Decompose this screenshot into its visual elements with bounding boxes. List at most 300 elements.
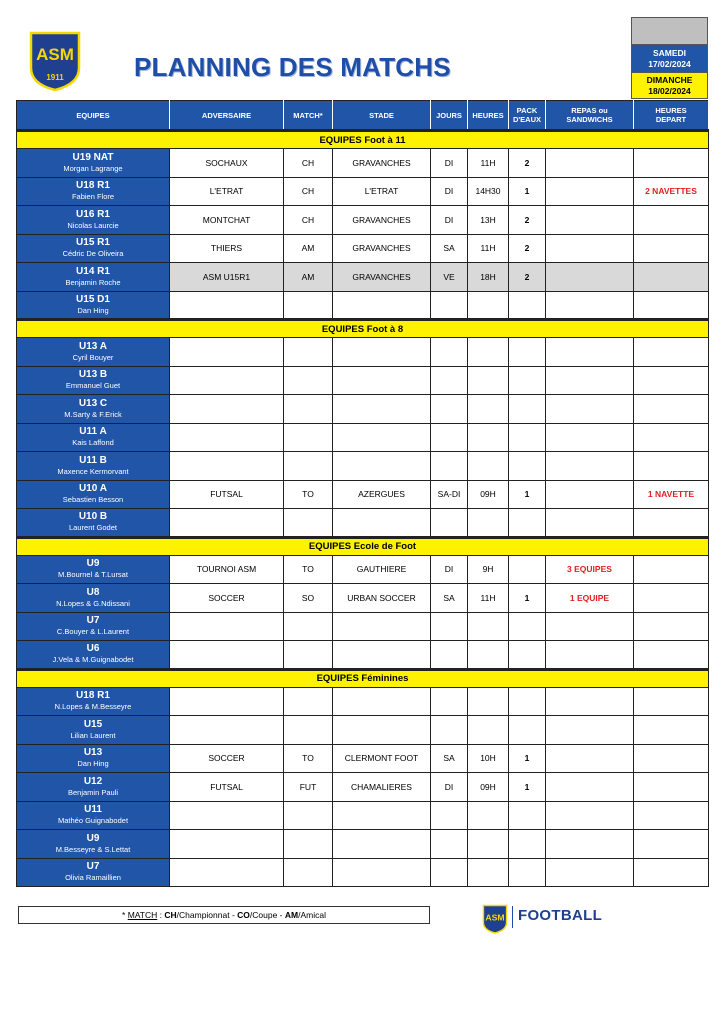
pack-cell xyxy=(509,452,546,481)
coach-name: Lilian Laurent xyxy=(70,730,116,740)
team-cell xyxy=(17,423,170,452)
table-row xyxy=(17,687,709,716)
table-row xyxy=(17,716,709,745)
team-cell xyxy=(17,744,170,773)
heures-cell xyxy=(468,716,509,745)
coach-name: Laurent Godet xyxy=(69,523,117,533)
heures-cell xyxy=(468,641,509,670)
coach-name: Fabien Flore xyxy=(71,192,115,202)
header-heures: HEURES xyxy=(468,101,509,131)
team-cell xyxy=(17,338,170,367)
pack-cell: 2 xyxy=(509,263,546,292)
depart-cell xyxy=(634,687,709,716)
heures-cell xyxy=(468,687,509,716)
adversaire-cell xyxy=(170,641,284,670)
stade-cell xyxy=(333,509,431,538)
pack-cell: 1 xyxy=(509,480,546,509)
jours-cell: SA-DI xyxy=(431,480,468,509)
repas-cell xyxy=(546,234,634,263)
depart-cell xyxy=(634,452,709,481)
adversaire-cell xyxy=(170,801,284,830)
team-name: U16 R1 xyxy=(76,208,110,220)
match-cell xyxy=(284,716,333,745)
depart-cell xyxy=(634,423,709,452)
heures-cell: 13H xyxy=(468,206,509,235)
adversaire-cell xyxy=(170,452,284,481)
coach-name: N.Lopes & G.Ndissani xyxy=(56,598,130,608)
jours-cell: SA xyxy=(431,234,468,263)
depart-cell xyxy=(634,716,709,745)
table-row xyxy=(17,263,709,292)
section-title: EQUIPES Ecole de Foot xyxy=(17,537,709,555)
stade-cell xyxy=(333,801,431,830)
pack-cell xyxy=(509,858,546,887)
team-cell xyxy=(17,773,170,802)
heures-cell xyxy=(468,801,509,830)
table-row xyxy=(17,773,709,802)
pack-cell xyxy=(509,338,546,367)
coach-name: Olivia Ramaillien xyxy=(65,873,121,883)
coach-name: J.Vela & M.Guignabodet xyxy=(52,655,134,665)
jours-cell xyxy=(431,716,468,745)
repas-cell xyxy=(546,291,634,320)
coach-name: Sebastien Besson xyxy=(62,495,124,505)
table-row xyxy=(17,858,709,887)
sunday-date xyxy=(632,72,707,98)
section-title: EQUIPES Foot à 8 xyxy=(17,320,709,338)
repas-cell xyxy=(546,423,634,452)
team-name: U18 R1 xyxy=(76,690,110,702)
heures-cell: 09H xyxy=(468,773,509,802)
jours-cell xyxy=(431,366,468,395)
schedule-body xyxy=(17,131,709,887)
depart-cell xyxy=(634,234,709,263)
pack-cell xyxy=(509,291,546,320)
depart-cell xyxy=(634,612,709,641)
coach-name: Cyril Bouyer xyxy=(72,352,114,362)
depart-cell xyxy=(634,366,709,395)
table-row xyxy=(17,555,709,584)
header-row xyxy=(17,101,709,131)
team-name: U13 xyxy=(83,747,103,759)
header-equipes: EQUIPES xyxy=(17,101,170,131)
team-name: U10 A xyxy=(79,483,107,495)
stade-cell xyxy=(333,687,431,716)
repas-cell xyxy=(546,830,634,859)
match-legend: * MATCH : CH/Championnat - CO/Coupe - AM/Amical xyxy=(18,906,430,924)
asm-crest-small-icon xyxy=(482,904,508,934)
match-cell xyxy=(284,612,333,641)
table-row xyxy=(17,584,709,613)
team-name: U9 xyxy=(86,832,100,844)
coach-name: Benjamin Pauli xyxy=(67,787,119,797)
pack-cell xyxy=(509,423,546,452)
header-depart: HEURES DEPART xyxy=(634,101,709,131)
team-cell xyxy=(17,263,170,292)
depart-cell xyxy=(634,744,709,773)
match-cell: FUT xyxy=(284,773,333,802)
stade-cell: CLERMONT FOOT xyxy=(333,744,431,773)
team-name: U13 A xyxy=(79,340,107,352)
repas-cell xyxy=(546,612,634,641)
team-name: U8 xyxy=(86,586,100,598)
date-box xyxy=(631,17,708,99)
repas-cell: 3 EQUIPES xyxy=(546,555,634,584)
sunday-label: DIMANCHE xyxy=(646,75,693,85)
stade-cell xyxy=(333,858,431,887)
adversaire-cell: SOCHAUX xyxy=(170,149,284,178)
repas-cell xyxy=(546,687,634,716)
section-title: EQUIPES Féminines xyxy=(17,669,709,687)
jours-cell xyxy=(431,830,468,859)
match-cell xyxy=(284,858,333,887)
team-cell xyxy=(17,177,170,206)
adversaire-cell: FUTSAL xyxy=(170,773,284,802)
jours-cell: DI xyxy=(431,149,468,178)
jours-cell: SA xyxy=(431,744,468,773)
stade-cell xyxy=(333,366,431,395)
table-row xyxy=(17,177,709,206)
club-logo xyxy=(28,30,82,92)
jours-cell: VE xyxy=(431,263,468,292)
adversaire-cell: MONTCHAT xyxy=(170,206,284,235)
team-cell xyxy=(17,452,170,481)
stade-cell xyxy=(333,612,431,641)
section-header xyxy=(17,537,709,555)
repas-cell xyxy=(546,452,634,481)
stade-cell: GRAVANCHES xyxy=(333,263,431,292)
pack-cell: 2 xyxy=(509,234,546,263)
match-cell: CH xyxy=(284,206,333,235)
sunday-value: 18/02/2024 xyxy=(648,86,691,96)
jours-cell xyxy=(431,641,468,670)
header-stade: STADE xyxy=(333,101,431,131)
table-row xyxy=(17,234,709,263)
match-cell: CH xyxy=(284,177,333,206)
adversaire-cell xyxy=(170,338,284,367)
logo-letters: ASM xyxy=(36,45,74,64)
coach-name: Benjamin Roche xyxy=(65,277,121,287)
match-cell xyxy=(284,338,333,367)
match-cell xyxy=(284,830,333,859)
depart-cell xyxy=(634,858,709,887)
heures-cell xyxy=(468,395,509,424)
pack-cell xyxy=(509,716,546,745)
adversaire-cell xyxy=(170,423,284,452)
team-cell xyxy=(17,830,170,859)
repas-cell xyxy=(546,773,634,802)
pack-cell: 2 xyxy=(509,206,546,235)
stade-cell xyxy=(333,395,431,424)
jours-cell xyxy=(431,858,468,887)
pack-cell xyxy=(509,509,546,538)
stade-cell: GRAVANCHES xyxy=(333,149,431,178)
depart-cell xyxy=(634,584,709,613)
heures-cell xyxy=(468,858,509,887)
coach-name: C.Bouyer & L.Laurent xyxy=(56,627,130,637)
jours-cell xyxy=(431,423,468,452)
match-cell xyxy=(284,452,333,481)
adversaire-cell: TOURNOI ASM xyxy=(170,555,284,584)
coach-name: Mathéo Guignabodet xyxy=(57,816,129,826)
table-row xyxy=(17,744,709,773)
match-cell xyxy=(284,509,333,538)
table-row xyxy=(17,366,709,395)
depart-cell: 2 NAVETTES xyxy=(634,177,709,206)
section-title: EQUIPES Foot à 11 xyxy=(17,131,709,149)
depart-cell xyxy=(634,509,709,538)
table-row xyxy=(17,452,709,481)
coach-name: M.Bournel & T.Lursat xyxy=(58,570,128,580)
repas-cell: 1 EQUIPE xyxy=(546,584,634,613)
coach-name: N.Lopes & M.Besseyre xyxy=(54,702,132,712)
match-cell: TO xyxy=(284,744,333,773)
heures-cell: 11H xyxy=(468,234,509,263)
coach-name: Maxence Kermorvant xyxy=(57,466,129,476)
adversaire-cell xyxy=(170,830,284,859)
match-cell: AM xyxy=(284,234,333,263)
stade-cell xyxy=(333,716,431,745)
depart-cell xyxy=(634,395,709,424)
depart-cell xyxy=(634,555,709,584)
team-name: U7 xyxy=(86,615,100,627)
stade-cell xyxy=(333,338,431,367)
header-adversaire: ADVERSAIRE xyxy=(170,101,284,131)
team-cell xyxy=(17,555,170,584)
jours-cell xyxy=(431,452,468,481)
stade-cell xyxy=(333,452,431,481)
repas-cell xyxy=(546,509,634,538)
heures-cell: 9H xyxy=(468,555,509,584)
heures-cell: 09H xyxy=(468,480,509,509)
team-name: U6 xyxy=(86,643,100,655)
team-name: U15 D1 xyxy=(76,293,110,305)
team-cell xyxy=(17,584,170,613)
team-name: U10 B xyxy=(78,511,108,523)
header-match: MATCH* xyxy=(284,101,333,131)
heures-cell: 18H xyxy=(468,263,509,292)
footer-logo xyxy=(482,904,508,934)
footer-separator xyxy=(512,906,513,928)
table-row xyxy=(17,291,709,320)
page-title: PLANNING DES MATCHS xyxy=(134,52,451,82)
depart-cell xyxy=(634,291,709,320)
adversaire-cell xyxy=(170,858,284,887)
adversaire-cell: FUTSAL xyxy=(170,480,284,509)
table-row xyxy=(17,509,709,538)
team-name: U14 R1 xyxy=(76,265,110,277)
team-name: U12 xyxy=(83,775,103,787)
heures-cell xyxy=(468,338,509,367)
table-row xyxy=(17,801,709,830)
repas-cell xyxy=(546,149,634,178)
team-name: U19 NAT xyxy=(72,151,114,163)
depart-cell xyxy=(634,773,709,802)
team-cell xyxy=(17,687,170,716)
date-box-blank xyxy=(632,18,707,45)
team-name: U13 B xyxy=(78,369,108,381)
adversaire-cell xyxy=(170,612,284,641)
team-cell xyxy=(17,149,170,178)
team-cell xyxy=(17,641,170,670)
depart-cell xyxy=(634,338,709,367)
adversaire-cell xyxy=(170,291,284,320)
pack-cell xyxy=(509,366,546,395)
svg-text:ASM: ASM xyxy=(485,912,505,923)
coach-name: Morgan Lagrange xyxy=(63,163,123,173)
stade-cell xyxy=(333,423,431,452)
depart-cell xyxy=(634,830,709,859)
adversaire-cell: ASM U15R1 xyxy=(170,263,284,292)
header-jours: JOURS xyxy=(431,101,468,131)
table-row xyxy=(17,395,709,424)
pack-cell xyxy=(509,395,546,424)
coach-name: Kais Laffond xyxy=(72,438,114,448)
stade-cell xyxy=(333,291,431,320)
team-name: U15 R1 xyxy=(76,237,110,249)
table-row xyxy=(17,480,709,509)
table-row xyxy=(17,641,709,670)
repas-cell xyxy=(546,206,634,235)
team-cell xyxy=(17,612,170,641)
saturday-date xyxy=(632,45,707,72)
table-row xyxy=(17,149,709,178)
match-cell: TO xyxy=(284,480,333,509)
heures-cell xyxy=(468,830,509,859)
pack-cell: 1 xyxy=(509,773,546,802)
team-cell xyxy=(17,509,170,538)
repas-cell xyxy=(546,177,634,206)
team-name: U11 B xyxy=(79,454,107,466)
depart-cell xyxy=(634,801,709,830)
stade-cell: CHAMALIERES xyxy=(333,773,431,802)
repas-cell xyxy=(546,716,634,745)
team-name: U7 xyxy=(86,861,100,873)
pack-cell xyxy=(509,830,546,859)
pack-cell: 1 xyxy=(509,744,546,773)
team-cell xyxy=(17,234,170,263)
jours-cell xyxy=(431,338,468,367)
pack-cell xyxy=(509,612,546,641)
team-cell xyxy=(17,395,170,424)
coach-name: M.Besseyre & S.Lettat xyxy=(55,844,131,854)
match-cell xyxy=(284,395,333,424)
adversaire-cell xyxy=(170,716,284,745)
saturday-value: 17/02/2024 xyxy=(648,59,691,69)
adversaire-cell: THIERS xyxy=(170,234,284,263)
jours-cell: SA xyxy=(431,584,468,613)
table-row xyxy=(17,830,709,859)
jours-cell xyxy=(431,801,468,830)
header-pack: PACK D'EAUX xyxy=(509,101,546,131)
adversaire-cell xyxy=(170,509,284,538)
pack-cell xyxy=(509,555,546,584)
logo-year: 1911 xyxy=(46,73,64,82)
repas-cell xyxy=(546,480,634,509)
heures-cell: 11H xyxy=(468,584,509,613)
table-row xyxy=(17,206,709,235)
team-name: U13 C xyxy=(78,397,108,409)
coach-name: Cédric De Oliveira xyxy=(62,249,124,259)
coach-name: Nicolas Laurcie xyxy=(67,220,119,230)
adversaire-cell xyxy=(170,395,284,424)
match-cell xyxy=(284,687,333,716)
depart-cell xyxy=(634,149,709,178)
team-name: U15 xyxy=(83,718,103,730)
repas-cell xyxy=(546,366,634,395)
repas-cell xyxy=(546,395,634,424)
footer-brand: FOOTBALL xyxy=(518,907,603,924)
pack-cell xyxy=(509,801,546,830)
adversaire-cell: SOCCER xyxy=(170,584,284,613)
team-cell xyxy=(17,366,170,395)
stade-cell xyxy=(333,641,431,670)
heures-cell xyxy=(468,291,509,320)
table-row xyxy=(17,338,709,367)
header-repas: REPAS ou SANDWICHS xyxy=(546,101,634,131)
match-cell xyxy=(284,423,333,452)
heures-cell xyxy=(468,509,509,538)
match-cell xyxy=(284,291,333,320)
match-cell xyxy=(284,801,333,830)
section-header xyxy=(17,131,709,149)
coach-name: M.Sarty & F.Erick xyxy=(64,409,122,419)
pack-cell: 1 xyxy=(509,584,546,613)
pack-cell xyxy=(509,687,546,716)
stade-cell: GAUTHIERE xyxy=(333,555,431,584)
team-cell xyxy=(17,480,170,509)
jours-cell xyxy=(431,291,468,320)
heures-cell xyxy=(468,452,509,481)
pack-cell xyxy=(509,641,546,670)
team-cell xyxy=(17,206,170,235)
match-cell: SO xyxy=(284,584,333,613)
repas-cell xyxy=(546,338,634,367)
team-name: U18 R1 xyxy=(76,180,110,192)
depart-cell: 1 NAVETTE xyxy=(634,480,709,509)
team-cell xyxy=(17,858,170,887)
adversaire-cell xyxy=(170,687,284,716)
stade-cell xyxy=(333,830,431,859)
jours-cell: DI xyxy=(431,773,468,802)
jours-cell: DI xyxy=(431,206,468,235)
adversaire-cell: SOCCER xyxy=(170,744,284,773)
match-cell: CH xyxy=(284,149,333,178)
team-cell xyxy=(17,291,170,320)
repas-cell xyxy=(546,858,634,887)
pack-cell: 2 xyxy=(509,149,546,178)
table-row xyxy=(17,612,709,641)
depart-cell xyxy=(634,206,709,235)
coach-name: Dan Hing xyxy=(77,759,109,769)
schedule-table xyxy=(16,100,709,887)
heures-cell: 11H xyxy=(468,149,509,178)
depart-cell xyxy=(634,641,709,670)
stade-cell: L'ETRAT xyxy=(333,177,431,206)
match-cell xyxy=(284,366,333,395)
heures-cell xyxy=(468,423,509,452)
stade-cell: AZERGUES xyxy=(333,480,431,509)
repas-cell xyxy=(546,641,634,670)
heures-cell: 14H30 xyxy=(468,177,509,206)
section-header xyxy=(17,669,709,687)
section-header xyxy=(17,320,709,338)
team-name: U11 A xyxy=(79,426,107,438)
coach-name: Dan Hing xyxy=(77,305,109,315)
match-cell xyxy=(284,641,333,670)
team-name: U9 xyxy=(86,558,100,570)
match-cell: TO xyxy=(284,555,333,584)
